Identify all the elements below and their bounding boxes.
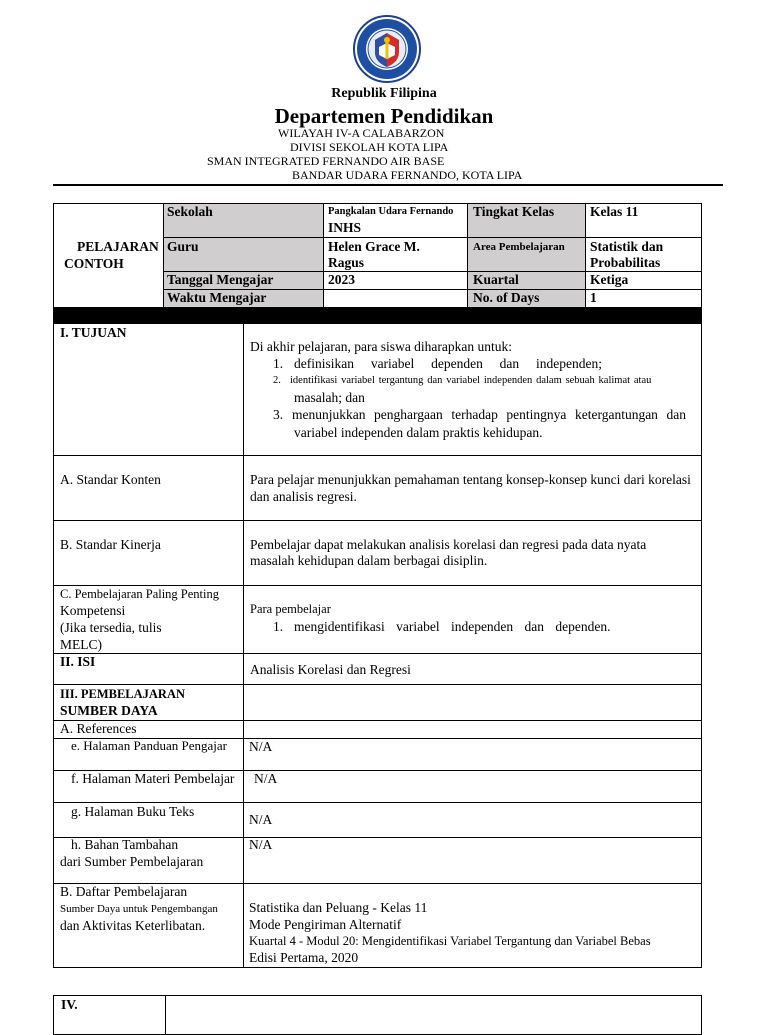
- melc-item-1-text: mengidentifikasi variabel independen dan dependen.: [294, 619, 611, 634]
- objective-2-number: 2.: [273, 375, 281, 386]
- performance-standard-label: B. Standar Kinerja: [60, 537, 161, 552]
- performance-standard-label-cell: [53, 520, 244, 586]
- school-line: SMAN INTEGRATED FERNANDO AIR BASE: [207, 154, 445, 168]
- learner-material-label: f. Halaman Materi Pembelajar: [71, 771, 235, 786]
- objective-1-text: [294, 356, 602, 372]
- content-standard-label: A. Standar Konten: [60, 472, 161, 487]
- melc-label-1: C. Pembelajaran Paling Penting: [60, 587, 220, 601]
- teacher-label: Guru: [167, 239, 199, 254]
- melc-intro: Para pembelajar: [250, 602, 331, 616]
- performance-standard-line-1: Pembelajar dapat melakukan analisis korelasi dan regresi pada data nyata: [250, 537, 647, 552]
- resource-list-label-1: B. Daftar Pembelajaran: [60, 884, 188, 899]
- days-value: 1: [590, 290, 597, 305]
- address-line: BANDAR UDARA FERNANDO, KOTA LIPA: [292, 168, 523, 182]
- content-standard-label-cell: [53, 455, 244, 521]
- republic-title: Republik Filipina: [331, 86, 437, 101]
- deped-seal-logo: [352, 14, 422, 84]
- objective-1-word: independen;: [535, 356, 602, 371]
- quarter-label: Kuartal: [473, 272, 519, 287]
- objectives-intro: Di akhir pelajaran, para siswa diharapkan untuk:: [250, 339, 513, 354]
- time-label: Waktu Mengajar: [167, 290, 267, 305]
- teacher-guide-value: N/A: [249, 739, 273, 754]
- days-label: No. of Days: [473, 290, 540, 305]
- department-title: Departemen Pendidikan: [274, 104, 494, 128]
- school-value-1: Pangkalan Udara Fernando: [328, 206, 454, 217]
- objective-3-line-2: variabel independen dalam praktis kehidupan.: [294, 425, 543, 440]
- objective-1-word: variabel: [370, 356, 415, 371]
- objective-1-number: 1.: [273, 356, 284, 371]
- content-value: Analisis Korelasi dan Regresi: [250, 662, 411, 677]
- resource-list-value-4: Edisi Pertama, 2020: [249, 950, 359, 965]
- additional-label-2: dari Sumber Pembelajaran: [60, 854, 204, 869]
- area-label: Area Pembelajaran: [473, 241, 565, 253]
- procedure-label: IV.: [61, 997, 78, 1012]
- date-value: 2023: [328, 272, 355, 287]
- lesson-label-2: CONTOH: [64, 256, 124, 271]
- melc-item-1-number: 1.: [273, 619, 284, 634]
- school-value-2: INHS: [328, 220, 362, 235]
- teacher-value-1: Helen Grace M.: [328, 239, 420, 254]
- references-label: A. References: [60, 721, 137, 736]
- learner-material-value-cell: [243, 770, 702, 803]
- objective-1-word: dependen: [431, 356, 483, 371]
- header-divider: [53, 184, 723, 186]
- objectives-label: I. TUJUAN: [60, 325, 127, 340]
- resource-list-value-1: Statistika dan Peluang - Kelas 11: [249, 900, 428, 915]
- content-standard-value-cell: [243, 455, 702, 521]
- resources-label-2: SUMBER DAYA: [60, 703, 158, 718]
- melc-label-3: (Jika tersedia, tulis: [60, 620, 162, 635]
- objectives-label-cell: [53, 323, 244, 456]
- section-divider-bar: [53, 307, 702, 324]
- additional-label-1: h. Bahan Tambahan: [71, 837, 179, 852]
- content-standard-line-2: dan analisis regresi.: [250, 489, 357, 504]
- textbook-label: g. Halaman Buku Teks: [71, 804, 195, 819]
- additional-value: N/A: [249, 837, 273, 852]
- content-label: II. ISI: [60, 654, 96, 669]
- melc-label-4: MELC): [60, 637, 102, 652]
- objective-3-line-1: menunjukkan penghargaan terhadap pentingnya ketergantungan dan: [292, 407, 687, 422]
- quarter-value: Ketiga: [590, 272, 629, 287]
- resource-list-label-3: dan Aktivitas Keterlibatan.: [60, 918, 206, 933]
- procedure-value-cell: [165, 995, 702, 1035]
- division-line: DIVISI SEKOLAH KOTA LIPA: [290, 140, 449, 154]
- resources-value-cell: [243, 684, 702, 721]
- objective-2-line-1: identifikasi variabel tergantung dan variabel independen dalam sebuah kalimat atau: [290, 375, 652, 386]
- objective-1-word: dan: [499, 356, 520, 371]
- textbook-value: N/A: [249, 812, 273, 827]
- objective-1-word: definisikan: [294, 356, 354, 371]
- school-label: Sekolah: [167, 204, 213, 219]
- melc-label-2: Kompetensi: [60, 603, 126, 618]
- teacher-guide-value-cell: [243, 738, 702, 771]
- objective-2-line-2: masalah; dan: [294, 390, 365, 405]
- textbook-value-cell: [243, 802, 702, 838]
- grade-value: Kelas 11: [590, 204, 639, 219]
- references-value-cell: [243, 720, 702, 739]
- objective-3-number: 3.: [273, 407, 284, 422]
- resources-label-1: III. PEMBELAJARAN: [60, 687, 186, 701]
- area-value-2: Probabilitas: [590, 255, 661, 270]
- teacher-value-2: Ragus: [328, 255, 365, 270]
- grade-label: Tingkat Kelas: [473, 204, 555, 219]
- learner-material-value: N/A: [254, 771, 278, 786]
- region-line: WILAYAH IV-A CALABARZON: [278, 126, 445, 140]
- resource-list-label-2: Sumber Daya untuk Pengembangan: [60, 903, 218, 915]
- time-value-cell: [323, 289, 468, 308]
- teacher-guide-label: e. Halaman Panduan Pengajar: [71, 738, 227, 753]
- performance-standard-line-2: masalah kehidupan dalam berbagai disiplin.: [250, 553, 488, 568]
- additional-value-cell: [243, 837, 702, 884]
- lesson-label-1: PELAJARAN: [77, 239, 159, 254]
- content-standard-line-1: Para pelajar menunjukkan pemahaman tentang konsep-konsep kunci dari korelasi: [250, 472, 691, 487]
- resource-list-value-2: Mode Pengiriman Alternatif: [249, 917, 402, 932]
- resource-list-value-3: Kuartal 4 - Modul 20: Mengidentifikasi Variabel Tergantung dan Variabel Bebas: [249, 934, 651, 948]
- days-value-cell: [585, 289, 702, 308]
- area-value-1: Statistik dan: [590, 239, 664, 254]
- date-label: Tanggal Mengajar: [167, 272, 274, 287]
